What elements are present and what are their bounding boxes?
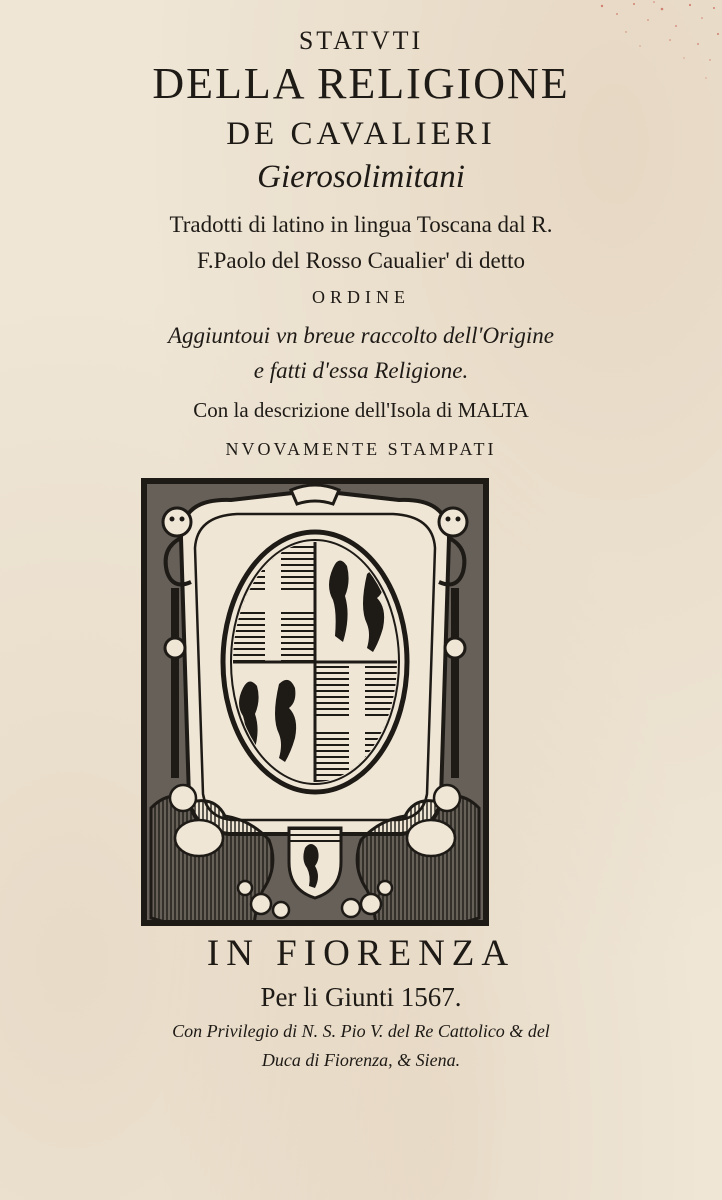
subtitle-line-fatti: e fatti d'essa Religione. — [253, 358, 469, 383]
title-line-cavalieri: DE CAVALIERI — [226, 116, 496, 152]
subtitle-line-nuovamente: NVOVAMENTE STAMPATI — [225, 439, 497, 459]
title-line-gierosolimitani: Gierosolimitani — [257, 159, 465, 195]
subtitle-line-paolo: F.Paolo del Rosso Caualier' di detto — [196, 248, 526, 273]
imprint-city: IN FIORENZA — [206, 933, 516, 974]
subtitle-line-tradotti: Tradotti di latino in lingua Toscana dal R. — [169, 212, 553, 237]
subtitle-line-malta: Con la descrizione dell'Isola di MALTA — [193, 398, 529, 422]
title-line-statuti: STATVTI — [298, 26, 424, 55]
imprint-privilege-line2: Duca di Fiorenza, & Siena. — [261, 1050, 461, 1070]
subtitle-line-ordine: ORDINE — [312, 287, 410, 307]
subtitle-line-aggiuntoui: Aggiuntoui vn breue raccolto dell'Origine — [167, 323, 555, 348]
imprint-privilege-line1: Con Privilegio di N. S. Pio V. del Re Cattolico & del — [172, 1021, 550, 1041]
imprint-printer: Per li Giunti 1567. — [260, 982, 462, 1012]
title-line-religione: DELLA RELIGIONE — [152, 59, 570, 108]
coat-of-arms-woodcut — [141, 478, 489, 926]
